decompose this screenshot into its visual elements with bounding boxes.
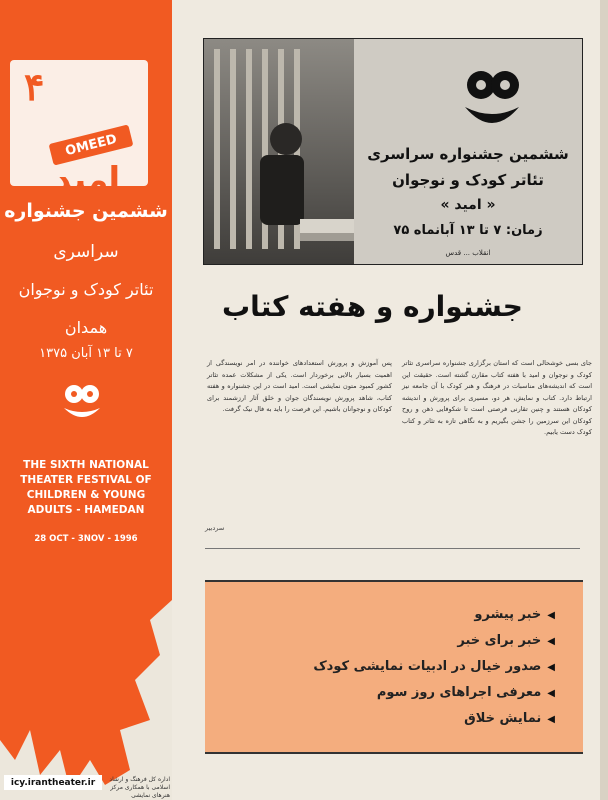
article-column-right: جای بسی خوشحالی است که استان برگزاری جشنواره سراسری تئاتر کودک و نوجوان و امید با هفته کتاب مقارن گشته است. حقیقت این است که اندیشه‌های مناسبات در فرهنگ و هنر کودک با آن جامعه نیز ارتباط دارد. کتاب و نمایش، هر دو، مسیری برای پرورش و اندیشه کودکان هستند و چنین تقارنی فرصتی است تا شکوفایی ذهن و روح کودکان این سرزمین را جشن بگیریم و به نگاهی تازه به تئاتر و کتاب کودک دست یابیم. <box>402 359 592 436</box>
poster-caption: انقلاب ... قدس <box>445 249 491 257</box>
festival-line-1: ششمین جشنواره <box>4 200 168 222</box>
contents-item-label: خبر پیشرو <box>474 607 542 622</box>
contents-item <box>225 628 555 654</box>
footer-note: اداره کل فرهنگ و ارشاد اسلامی با همکاری مرکز هنرهای نمایشی <box>109 776 170 799</box>
contents-item-label: نمایش خلاق <box>464 711 542 726</box>
torn-edge-shape <box>0 560 172 800</box>
contents-item-label: معرفی اجراهای روز سوم <box>376 685 542 700</box>
contents-item <box>225 602 555 628</box>
contents-item <box>225 706 555 732</box>
photo-child-scene <box>204 39 364 264</box>
arrow-left-icon: ◀ <box>547 662 555 673</box>
contents-item <box>225 654 555 680</box>
contents-item <box>225 680 555 706</box>
english-festival-dates: 28 OCT - 3NOV - 1996 <box>34 534 138 544</box>
festival-city: همدان <box>64 318 108 337</box>
arrow-left-icon: ◀ <box>547 636 555 647</box>
arrow-left-icon: ◀ <box>547 610 555 621</box>
poster-line-4: زمان: ۷ تا ۱۳ آبانماه ۷۵ <box>393 223 543 238</box>
festival-line-2: سراسری <box>53 242 119 262</box>
page-edge <box>600 0 608 800</box>
child-reading-figure <box>204 39 364 264</box>
site-watermark: icy.irantheater.ir <box>4 775 102 790</box>
festival-dates-fa: ۷ تا ۱۳ آبان ۱۳۷۵ <box>39 346 133 361</box>
article-title: جشنواره و هفته کتاب <box>222 290 523 323</box>
torn-edge <box>0 560 172 800</box>
article-signature: سردبیر <box>205 524 225 532</box>
arrow-left-icon: ◀ <box>547 688 555 699</box>
divider <box>205 548 580 549</box>
article-column-left: پس آموزش و پرورش استعدادهای خواننده در امر نویسندگی از اهمیت بسیار بالایی برخوردار است. یکی از مشکلات عمده تئاتر کشور کمبود متون نمایشی است. امید است در این جشنواره و هفته کتاب، شاهد پرورش نویسندگان جوان و خلق آثار ارزشمند برای کودکان و نوجوانان باشیم. این فرصت را باید به فال نیک گرفت. <box>207 359 392 413</box>
omeed-logo <box>10 60 148 200</box>
festival-emblem-icon <box>58 382 106 426</box>
arrow-left-icon: ◀ <box>547 714 555 725</box>
contents-list <box>225 602 555 732</box>
poster-emblem-icon <box>459 67 525 139</box>
poster-line-3: « امید » <box>440 197 496 213</box>
poster-line-2: تئاتر کودک و نوجوان <box>392 171 544 189</box>
issue-number: ۴ <box>24 64 45 109</box>
poster-line-1: ششمین جشنواره سراسری <box>367 145 569 163</box>
logo-latin-badge: OMEED <box>49 124 134 165</box>
english-festival-title: THE SIXTH NATIONAL THEATER FESTIVAL OF CHILDREN & YOUNG ADULTS - HAMEDAN <box>20 459 152 516</box>
logo-persian-word: امید <box>53 160 121 200</box>
contents-item-label: خبر برای خبر <box>457 633 542 648</box>
contents-box <box>205 580 583 754</box>
contents-item-label: صدور خیال در ادبیات نمایشی کودک <box>313 659 542 674</box>
cover-photo <box>203 38 583 265</box>
festival-line-3: تئاتر کودک و نوجوان <box>18 280 154 299</box>
